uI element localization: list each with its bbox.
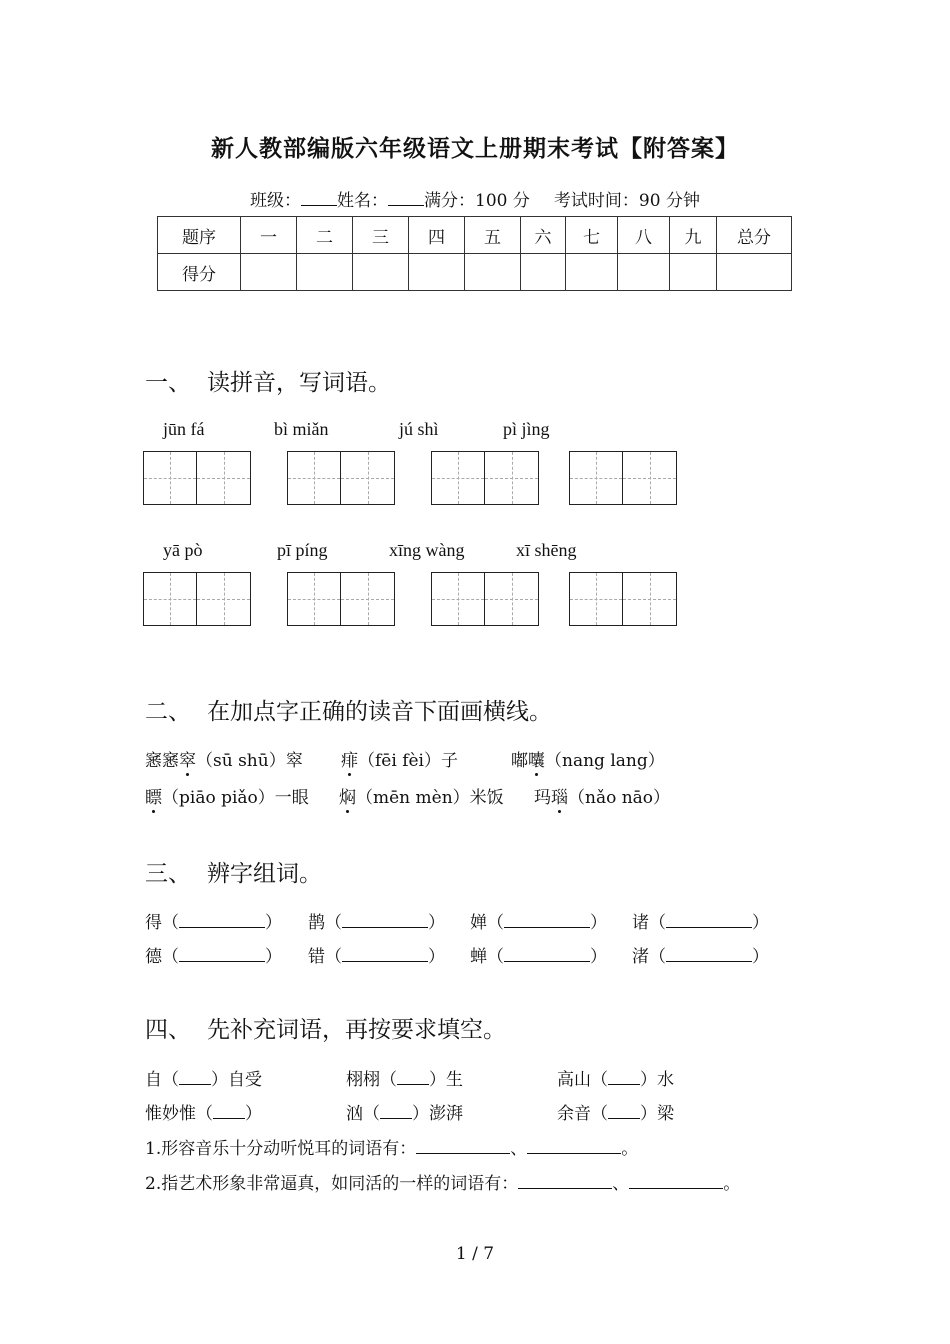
idiom-item: 汹（ ）澎湃 — [346, 1104, 463, 1124]
answer-blank[interactable] — [380, 1104, 412, 1119]
writing-grid[interactable] — [431, 572, 539, 626]
table-cell: 五 — [465, 217, 521, 254]
answer-blank[interactable] — [608, 1070, 640, 1085]
character: 德 — [145, 947, 162, 967]
character: 渚 — [632, 947, 649, 967]
question-2: 2.指艺术形象非常逼真，如同活的一样的词语有： 、 。 — [145, 1174, 741, 1194]
writing-grid[interactable] — [431, 451, 539, 505]
section-number: 四、 — [145, 1017, 191, 1043]
item-text: 玛 — [534, 788, 551, 808]
character: 得 — [145, 913, 162, 933]
item-options[interactable]: （mēn mèn）米饭 — [356, 788, 504, 808]
table-cell: 七 — [566, 217, 618, 254]
item-text: 窸窸 — [145, 751, 179, 771]
score-input-cell[interactable] — [297, 254, 353, 291]
score-input-cell[interactable] — [409, 254, 465, 291]
character: 错 — [308, 947, 325, 967]
score-label: 满分：100 分 — [424, 191, 530, 211]
item-options[interactable]: （nang lang） — [545, 751, 665, 771]
word-group-item: 蝉（ ） — [470, 947, 607, 967]
dotted-character: 窣 — [179, 751, 196, 771]
table-cell: 四 — [409, 217, 465, 254]
dotted-character: 囔 — [528, 751, 545, 771]
pinyin-label: pī píng — [277, 540, 328, 560]
pronunciation-item — [534, 783, 670, 808]
character: 诸 — [632, 913, 649, 933]
answer-blank[interactable] — [213, 1104, 245, 1119]
score-input-cell[interactable] — [618, 254, 670, 291]
word-group-item: 渚（ ） — [632, 947, 769, 967]
pronunciation-item — [145, 783, 309, 808]
item-options[interactable]: （sū shū）窣 — [196, 751, 303, 771]
score-input-cell[interactable] — [717, 254, 792, 291]
pinyin-label: xīng wàng — [389, 540, 465, 560]
word-group-item: 德（ ） — [145, 947, 282, 967]
table-cell: 二 — [297, 217, 353, 254]
answer-blank[interactable] — [666, 947, 752, 962]
answer-blank[interactable] — [504, 947, 590, 962]
exam-info — [0, 186, 950, 211]
word-group-item: 诸（ ） — [632, 913, 769, 933]
answer-blank[interactable] — [342, 913, 428, 928]
character: 婵 — [470, 913, 487, 933]
score-input-cell[interactable] — [670, 254, 717, 291]
idiom-item: 栩栩（ ）生 — [346, 1070, 463, 1090]
item-options[interactable]: （fēi fèi）子 — [358, 751, 458, 771]
pronunciation-item — [145, 746, 303, 771]
writing-grid[interactable] — [287, 572, 395, 626]
name-label: 姓名： — [337, 191, 389, 211]
pinyin-label: xī shēng — [516, 540, 577, 560]
score-table-score-row — [158, 254, 792, 291]
word-group-item: 鹊（ ） — [308, 913, 445, 933]
answer-blank[interactable] — [527, 1139, 621, 1154]
section-number: 一、 — [145, 370, 191, 396]
dotted-character: 瑙 — [551, 788, 568, 808]
answer-blank[interactable] — [629, 1174, 723, 1189]
idiom-item: 高山（ ）水 — [557, 1070, 674, 1090]
idiom-item: 余音（ ）梁 — [557, 1104, 674, 1124]
score-input-cell[interactable] — [521, 254, 566, 291]
table-cell: 三 — [353, 217, 409, 254]
class-label: 班级： — [250, 191, 302, 211]
section-number: 三、 — [145, 861, 191, 887]
pinyin-label: pì jìng — [503, 419, 550, 439]
section-4-heading — [145, 1011, 506, 1044]
idiom-item: 惟妙惟（ ） — [145, 1104, 262, 1124]
page-title: 新人教部编版六年级语文上册期末考试【附答案】 — [211, 135, 739, 162]
item-options[interactable]: （nǎo nāo） — [568, 788, 671, 808]
page-number: 1 / 7 — [455, 1244, 495, 1264]
score-input-cell[interactable] — [353, 254, 409, 291]
writing-grid[interactable] — [569, 451, 677, 505]
pinyin-label: bì miǎn — [274, 419, 329, 439]
answer-blank[interactable] — [608, 1104, 640, 1119]
pinyin-label: yā pò — [163, 540, 203, 560]
section-title: 读拼音，写词语。 — [207, 370, 391, 396]
section-number: 二、 — [145, 699, 191, 725]
answer-blank[interactable] — [518, 1174, 612, 1189]
answer-blank[interactable] — [179, 913, 265, 928]
writing-grid[interactable] — [143, 451, 251, 505]
section-2-heading — [145, 693, 552, 726]
pinyin-label: jú shì — [399, 419, 439, 439]
table-cell: 八 — [618, 217, 670, 254]
writing-grid[interactable] — [287, 451, 395, 505]
score-input-cell[interactable] — [241, 254, 297, 291]
writing-grid[interactable] — [143, 572, 251, 626]
dotted-character: 痱 — [341, 751, 358, 771]
answer-blank[interactable] — [666, 913, 752, 928]
section-title: 在加点字正确的读音下面画横线。 — [207, 699, 552, 725]
idiom-item: 自（ ）自受 — [145, 1070, 262, 1090]
answer-blank[interactable] — [342, 947, 428, 962]
section-1-heading — [145, 364, 391, 397]
answer-blank[interactable] — [416, 1139, 510, 1154]
answer-blank[interactable] — [179, 1070, 211, 1085]
class-blank[interactable] — [301, 191, 337, 206]
table-cell: 六 — [521, 217, 566, 254]
dotted-character: 焖 — [339, 788, 356, 808]
table-cell: 总分 — [717, 217, 792, 254]
name-blank[interactable] — [388, 191, 424, 206]
answer-blank[interactable] — [179, 947, 265, 962]
character: 鹊 — [308, 913, 325, 933]
answer-blank[interactable] — [504, 913, 590, 928]
dotted-character: 瞟 — [145, 788, 162, 808]
section-3-heading — [145, 855, 322, 888]
pronunciation-item — [341, 746, 458, 771]
table-cell: 九 — [670, 217, 717, 254]
time-label: 考试时间：90 分钟 — [553, 191, 700, 211]
section-title: 先补充词语，再按要求填空。 — [207, 1017, 506, 1043]
table-cell: 一 — [241, 217, 297, 254]
score-input-cell[interactable] — [465, 254, 521, 291]
score-table-header-row — [158, 217, 792, 254]
table-cell: 得分 — [158, 254, 241, 291]
pronunciation-item — [339, 783, 504, 808]
word-group-item: 错（ ） — [308, 947, 445, 967]
pinyin-label: jūn fá — [163, 419, 205, 439]
section-title: 辨字组词。 — [207, 861, 322, 887]
answer-blank[interactable] — [397, 1070, 429, 1085]
question-1: 1.形容音乐十分动听悦耳的词语有： 、 。 — [145, 1139, 639, 1159]
word-group-item: 婵（ ） — [470, 913, 607, 933]
item-options[interactable]: （piāo piǎo）一眼 — [162, 788, 309, 808]
score-table — [157, 216, 792, 291]
score-input-cell[interactable] — [566, 254, 618, 291]
item-text: 嘟 — [511, 751, 528, 771]
writing-grid[interactable] — [569, 572, 677, 626]
pronunciation-item — [511, 746, 665, 771]
character: 蝉 — [470, 947, 487, 967]
word-group-item: 得（ ） — [145, 913, 282, 933]
table-cell: 题序 — [158, 217, 241, 254]
